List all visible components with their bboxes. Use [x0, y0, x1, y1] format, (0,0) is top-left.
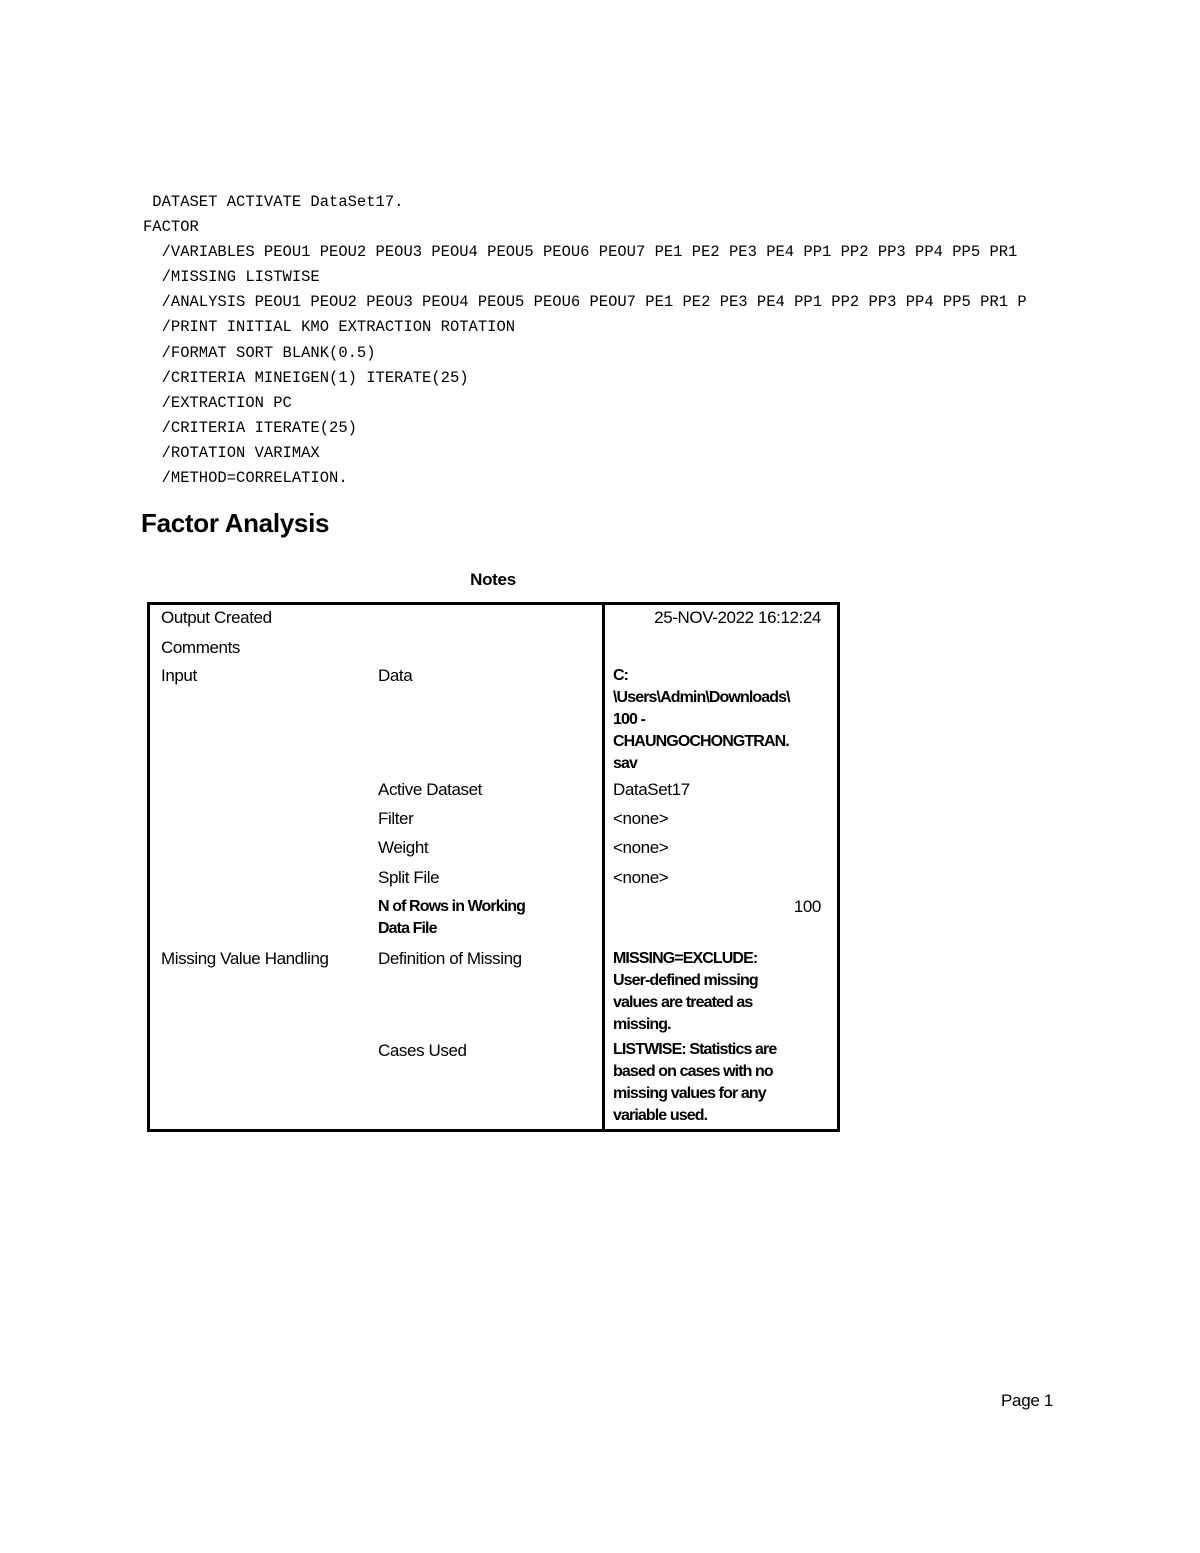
cases-used-value: LISTWISE: Statistics are based on cases with no missing values for any variable used. — [613, 1041, 777, 1124]
n-rows-label: N of Rows in Working Data File — [378, 898, 526, 937]
syntax-line: DATASET ACTIVATE DataSet17. — [143, 193, 404, 211]
definition-missing-label: Definition of Missing — [378, 949, 522, 968]
syntax-line: FACTOR — [143, 218, 199, 237]
weight-value: <none> — [613, 838, 669, 857]
cases-used-label: Cases Used — [378, 1041, 467, 1060]
syntax-block — [143, 190, 1153, 491]
filter-label: Filter — [378, 809, 414, 828]
syntax-line: /CRITERIA ITERATE(25) — [143, 418, 357, 437]
filter-value: <none> — [613, 809, 669, 828]
definition-missing-value: MISSING=EXCLUDE: User-defined missing values are treated as missing. — [613, 950, 758, 1033]
n-rows-value: 100 — [793, 897, 821, 916]
syntax-line: /EXTRACTION PC — [143, 393, 292, 412]
input-label: Input — [161, 666, 197, 685]
weight-label: Weight — [378, 838, 429, 857]
data-label: Data — [378, 666, 413, 685]
output-created-value: 25-NOV-2022 16:12:24 — [654, 608, 821, 627]
page-number: Page 1 — [1001, 1391, 1054, 1410]
section-title: Factor Analysis — [141, 508, 330, 538]
syntax-line: /PRINT INITIAL KMO EXTRACTION ROTATION — [143, 318, 516, 337]
syntax-line: /ANALYSIS PEOU1 PEOU2 PEOU3 PEOU4 PEOU5 PEOU6 PEOU7 PE1 PE2 PE3 PE4 PP1 PP2 PP3 PP4 PP5 PR1 P — [143, 293, 1027, 312]
syntax-line: /VARIABLES PEOU1 PEOU2 PEOU3 PEOU4 PEOU5 PEOU6 PEOU7 PE1 PE2 PE3 PE4 PP1 PP2 PP3 PP4 PP5 PR1 — [143, 243, 1018, 262]
data-value: C: \Users\Admin\Downloads\ 100 - CHAUNGOCHONGTRAN. sav — [613, 667, 790, 772]
split-file-value: <none> — [613, 868, 669, 887]
syntax-line: /ROTATION VARIMAX — [143, 443, 320, 462]
output-created-label: Output Created — [161, 608, 272, 627]
notes-table — [147, 602, 840, 1132]
comments-label: Comments — [161, 638, 240, 657]
syntax-line: /FORMAT SORT BLANK(0.5) — [143, 343, 376, 362]
syntax-line: /MISSING LISTWISE — [143, 268, 320, 287]
table-caption: Notes — [470, 570, 516, 589]
missing-handling-label: Missing Value Handling — [161, 949, 329, 968]
syntax-line: /METHOD=CORRELATION. — [143, 469, 348, 488]
syntax-line: /CRITERIA MINEIGEN(1) ITERATE(25) — [143, 368, 469, 387]
active-dataset-label: Active Dataset — [378, 780, 483, 799]
active-dataset-value: DataSet17 — [613, 780, 690, 799]
column-divider — [602, 602, 605, 1132]
split-file-label: Split File — [378, 868, 440, 887]
